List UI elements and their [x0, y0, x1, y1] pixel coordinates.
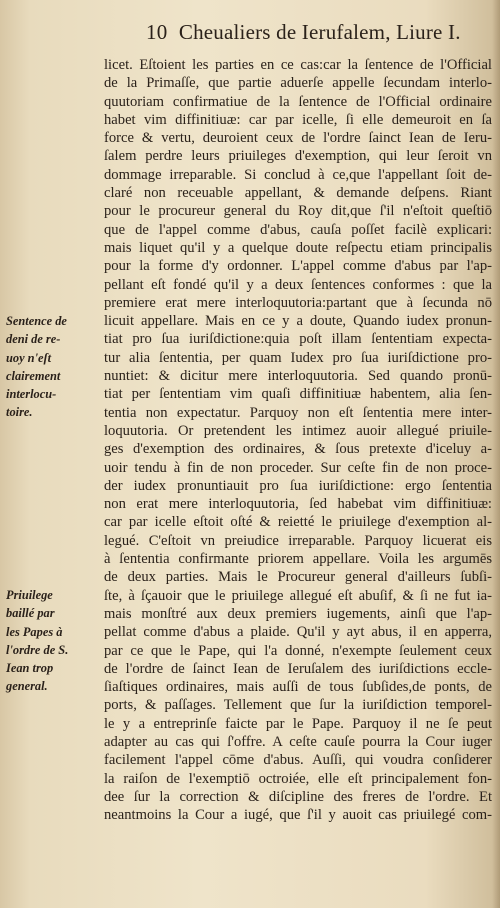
- margin-note-line: deni de re-: [6, 332, 61, 347]
- text-line: car par icelle eſtoit oſté & reietté le priuilege d'exemption al-: [104, 514, 492, 531]
- text-line: licet. Eſtoient les parties en ce cas:car la ſentence de l'Official: [104, 57, 492, 73]
- text-line: uoir tendu à fin de non proceder. Sur ceſte fin de non proce-: [104, 459, 492, 476]
- text-line: pour la forme d'y ordonner. L'appel comme d'abus par l'ap-: [104, 258, 492, 275]
- text-line: que de l'appel comme d'abus, cauſa poſſet facilè explicari:: [104, 221, 492, 238]
- text-line: la raiſon de l'exemptiō octroiée, elle eſt principalement fon-: [104, 770, 492, 787]
- text-line: force & vertu, deuroient ceux de l'ordre ſainct Iean de Ieru-: [104, 130, 492, 147]
- margin-note-line: interlocu-: [6, 387, 57, 402]
- margin-note-line: clairement: [6, 368, 61, 383]
- text-line: ſalem perdre leurs priuileges d'exemption, qui leur ſeroit vn: [104, 148, 492, 165]
- text-line: mais monſtré aux deux premiers iugements, ainſi que l'ap-: [104, 605, 492, 622]
- text-line: legué. C'eſtoit vn preiudice irreparable. Parquoy licuerat eis: [104, 532, 492, 549]
- margin-note-line: baillé par: [6, 606, 55, 621]
- text-line: de deux parties. Mais le Procureur general d'ailleurs ſubſi-: [104, 569, 492, 586]
- text-line: à ſententia confirmante priorem appellare. Voila les argumēs: [104, 551, 492, 568]
- text-line: pellant eſt fondé qu'il y a deux ſentences conformes : que la: [104, 276, 492, 293]
- margin-note-line: general.: [6, 679, 48, 694]
- page-edge-shadow: [492, 0, 500, 908]
- text-line: par ce que le Pape, qui l'a donné, n'exempte ſeulement ceux: [104, 642, 492, 659]
- text-line: premiere erat mere interloquutoria:partant que à ſecunda nō: [104, 294, 492, 311]
- text-line: adapter au cas qui ſ'offre. A ceſte cauſe pourra la Cour iuger: [104, 733, 492, 750]
- text-line: pour le procureur general du Roy dit,que ſ'il n'eſtoit queſtiō: [104, 203, 492, 220]
- running-title: Cheualiers de Ierufalem, Liure I.: [178, 20, 461, 44]
- text-line: ſiaſtiques ordinaires, mais auſſi de tous ſubſides,de ponts, de: [104, 679, 492, 696]
- text-line: neantmoins la Cour a iugé, que ſ'il y auoit cas priuilegé com-: [104, 807, 492, 824]
- text-line: mais liquet qu'il y a quelque doute reſpectu etiam principalis: [104, 239, 492, 256]
- running-header: [146, 20, 461, 45]
- margin-note-line: Priuilege: [6, 588, 53, 602]
- text-line: de la Primaſſe, que partie aduerſe appelle ſecundam interlo-: [104, 75, 492, 92]
- text-line: nuntiet: & dicitur mere interloquutoria. Sed quando pronū-: [104, 368, 492, 385]
- text-line: ſte, à ſçauoir que le priuilege allegué eſt abuſif, & ſi ne fut ia-: [104, 587, 492, 604]
- text-line: claré non receuable appellant, & demande deſpens. Riant: [104, 185, 492, 202]
- text-line: ports, & paſſages. Tellement que ſur la iuriſdiction temporel-: [104, 697, 492, 714]
- margin-note-line: uoy n'eſt: [6, 350, 52, 365]
- text-line: loquutoria. Or pretendent les intimez auoir allegué priuile-: [104, 422, 492, 439]
- margin-note-line: toire.: [6, 405, 33, 420]
- text-line: facilement l'appel cōme d'abus. Auſſi, qui voudra conſiderer: [104, 752, 492, 769]
- text-line: dommage irreparable. Si conclud à ce,que l'appellant ſoit de-: [104, 166, 492, 183]
- margin-note-line: les Papes à: [6, 624, 63, 639]
- margin-note: [6, 586, 68, 696]
- margin-note-line: Sentence de: [6, 314, 67, 328]
- text-line: de l'ordre de ſainct Iean de Ieruſalem des iuriſdictions eccle-: [104, 660, 492, 677]
- text-line: non erat mere interloquutoria, ſed habebat vim diffinitiuæ:: [104, 496, 492, 513]
- margin-note-line: Iean trop: [6, 661, 54, 676]
- text-line: tiat pro ſua iuriſdictione:quia poſt illam ſententiam expecta-: [104, 331, 492, 348]
- text-line: ges d'exemption des ordinaires, & ſous pretexte d'iceluy a-: [104, 441, 492, 458]
- page-number: 10: [146, 20, 168, 44]
- text-line: licuit appellare. Mais en ce y a doute, Quando iudex pronun-: [104, 313, 492, 330]
- text-line: quutoriam confirmatiue de la ſentence de l'Official ordinaire: [104, 93, 492, 110]
- text-line: dee ſur la correction & diſcipline des freres de l'ordre. Et: [104, 788, 492, 805]
- margin-note: [6, 312, 67, 422]
- text-line: der iudex pronuntiauit pro ſua iuriſdictione: ergo ſententia: [104, 477, 492, 494]
- text-line: habet vim diffinitiuæ: car par icelle, ſi elle demeuroit en ſa: [104, 111, 492, 128]
- text-line: tiat per ſententiam vim quaſi diffinitiuæ habentem, alia ſen-: [104, 386, 492, 403]
- margin-note-line: l'ordre de S.: [6, 642, 69, 657]
- text-line: tentia non expectatur. Parquoy non eſt ſententia mere inter-: [104, 404, 492, 421]
- text-line: tur alia ſententia, per quam Iudex pro ſua iuriſdictione pro-: [104, 349, 492, 366]
- body-text: [104, 56, 492, 824]
- text-line: le y a entreprinſe faicte par le Pape. Parquoy il ne ſe peut: [104, 715, 492, 732]
- text-line: pellat comme d'abus a plaide. Qu'il y ayt abus, il en apperra,: [104, 624, 492, 641]
